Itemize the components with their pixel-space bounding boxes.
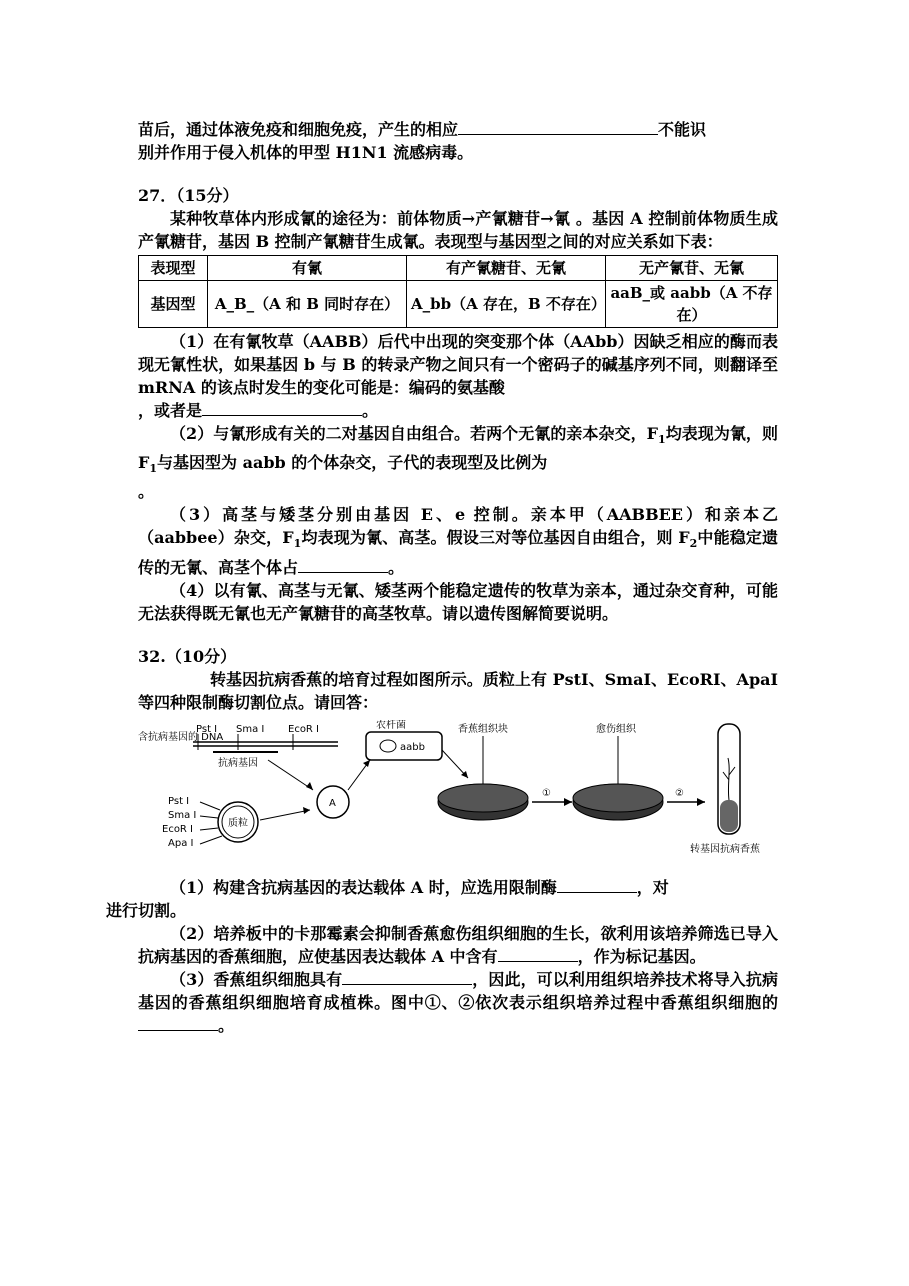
q32-heading: 32.（10分） bbox=[138, 646, 237, 666]
sma-label: Sma I bbox=[236, 723, 265, 735]
answer-blank[interactable] bbox=[202, 401, 362, 416]
q27-part2-text: （2）与氰形成有关的二对基因自由组合。若两个无氰的亲本杂交，F bbox=[170, 424, 658, 443]
step1-label: ① bbox=[542, 787, 551, 799]
genotype-table bbox=[138, 255, 778, 328]
banana-transgenic-figure bbox=[138, 720, 778, 870]
plasmid-pst: Pst I bbox=[168, 795, 190, 807]
gene-label: 抗病基因 bbox=[218, 757, 258, 769]
punct: 。 bbox=[218, 1015, 235, 1035]
q32-part3 bbox=[138, 968, 778, 1037]
q32-part2-text: ，作为标记基因。 bbox=[577, 946, 706, 966]
answer-blank[interactable] bbox=[498, 947, 578, 962]
intro-paragraph bbox=[138, 118, 778, 164]
callus-label: 愈伤组织 bbox=[596, 723, 636, 735]
q32-stem: 转基因抗病香蕉的培育过程如图所示。质粒上有 PstI、SmaI、EcoRI、ApaI 等四种限制酶切割位点。请回答： bbox=[138, 669, 778, 712]
table-cell: 有产氰糖苷、无氰 bbox=[407, 256, 606, 281]
spacer bbox=[138, 625, 778, 645]
q32-part1-text: （1）构建含抗病基因的表达载体 A 时，应选用限制酶 bbox=[170, 877, 557, 897]
q32-part1-text: ，对 bbox=[636, 877, 669, 897]
q27-stem: 某种牧草体内形成氰的途径为：前体物质→产氰糖苷→氰 。基因 A 控制前体物质生成产氰糖苷，基因 B 控制产氰糖苷生成氰。表现型与基因型之间的对应关系如下表： bbox=[138, 209, 778, 251]
q32-part3-text: （3）香蕉组织细胞具有 bbox=[170, 969, 343, 989]
q27-part3-text: （3）高茎与矮茎分别由基因 E、e 控制。亲本甲（AABBEE）和亲本乙（aabbee）杂交，F bbox=[138, 505, 778, 548]
q27-part3 bbox=[138, 503, 778, 578]
q32-part2 bbox=[138, 922, 778, 968]
exam-page bbox=[106, 118, 778, 1037]
q27-part2-text: 均表现为氰，则 F bbox=[138, 424, 778, 473]
table-cell: 基因型 bbox=[139, 281, 208, 328]
subscript: 1 bbox=[293, 537, 302, 551]
intro-line2: 别并作用于侵入机体的甲型 H1N1 流感病毒。 bbox=[138, 143, 474, 162]
q32-part1-text: 进行切割。 bbox=[106, 900, 187, 920]
step2-label: ② bbox=[675, 787, 684, 799]
answer-blank[interactable] bbox=[298, 558, 388, 573]
answer-blank[interactable] bbox=[458, 120, 658, 135]
agro-label: 农杆菌 bbox=[376, 719, 406, 731]
tissue-label: 香蕉组织块 bbox=[458, 723, 508, 735]
answer-blank[interactable] bbox=[138, 1016, 218, 1031]
q27-part1-or: ，或者是 bbox=[138, 401, 203, 420]
pst-label: Pst I bbox=[196, 723, 218, 735]
plasmid-apa: Apa I bbox=[168, 837, 194, 849]
table-cell: 无产氰苷、无氰 bbox=[606, 256, 778, 281]
table-cell: 有氰 bbox=[208, 256, 407, 281]
q27-part3-text: 中能稳定遗传的无氰、高茎个体占 bbox=[138, 528, 778, 577]
punct: 。 bbox=[138, 482, 155, 502]
genotype-aabb: aabb bbox=[400, 741, 425, 753]
table-cell: aaB_或 aabb（A 不存在） bbox=[606, 281, 778, 328]
table-cell: 表现型 bbox=[139, 256, 208, 281]
table-row bbox=[139, 256, 778, 281]
q27-part2-text: 与基因型为 aabb 的个体杂交，子代的表现型及比例为 bbox=[157, 453, 548, 473]
q27-part1-text: （1）在有氰牧草（AABB）后代中出现的突变那个体（AAbb）因缺乏相应的酶而表现无氰性状，如果基因 b 与 B 的转录产物之间只有一个密码子的碱基序列不同，则翻译至 mRNA 的该点时发生的变化可能是：编码的氨基酸 bbox=[138, 332, 778, 397]
answer-blank[interactable] bbox=[557, 878, 637, 893]
q27-part1 bbox=[138, 330, 778, 422]
vector-a-label: A bbox=[329, 797, 336, 809]
plasmid-eco: EcoR I bbox=[162, 823, 194, 835]
spacer bbox=[138, 164, 778, 184]
subscript: 1 bbox=[149, 462, 158, 476]
eco-label: EcoR I bbox=[288, 723, 320, 735]
q27-heading: 27．（15分） bbox=[138, 186, 239, 205]
q32-part1 bbox=[106, 876, 778, 922]
figure-svg bbox=[138, 720, 778, 870]
result-label: 转基因抗病香蕉 bbox=[690, 843, 760, 855]
subscript: 2 bbox=[689, 537, 698, 551]
q32-part2-text: （2）培养板中的卡那霉素会抑制香蕉愈伤组织细胞的生长，欲利用该培养筛选已导入抗病基因的香蕉细胞，应使基因表达载体 A 中含有 bbox=[138, 923, 778, 966]
table-cell: A_bb（A 存在，B 不存在） bbox=[407, 281, 606, 328]
q32-part3-text: ，因此，可以利用组织培养技术将导入抗病基因的香蕉组织细胞培育成植株。图中①、②依次表示组织培养过程中香蕉组织细胞的 bbox=[138, 969, 778, 1012]
table-row bbox=[139, 281, 778, 328]
plasmid-label: 质粒 bbox=[228, 817, 248, 829]
answer-blank[interactable] bbox=[342, 970, 472, 985]
q27-part4: （4）以有氰、高茎与无氰、矮茎两个能稳定遗传的牧草为亲本，通过杂交育种，可能无法获得既无氰也无产氰糖苷的高茎牧草。请以遗传图解简要说明。 bbox=[138, 580, 778, 623]
table-cell: A_B_（A 和 B 同时存在） bbox=[208, 281, 407, 328]
intro-line1-tail: 不能识 bbox=[658, 120, 707, 139]
q27-part3-text: 均表现为氰、高茎。假设三对等位基因自由组合，则 F bbox=[301, 528, 690, 548]
punct: 。 bbox=[388, 557, 405, 577]
subscript: 1 bbox=[657, 433, 666, 447]
intro-line1: 苗后，通过体液免疫和细胞免疫，产生的相应 bbox=[138, 120, 459, 139]
punct: 。 bbox=[362, 401, 379, 420]
q27-part2 bbox=[138, 422, 778, 503]
dna-label: 含抗病基因的 DNA bbox=[138, 731, 224, 743]
plasmid-sma: Sma I bbox=[168, 809, 197, 821]
